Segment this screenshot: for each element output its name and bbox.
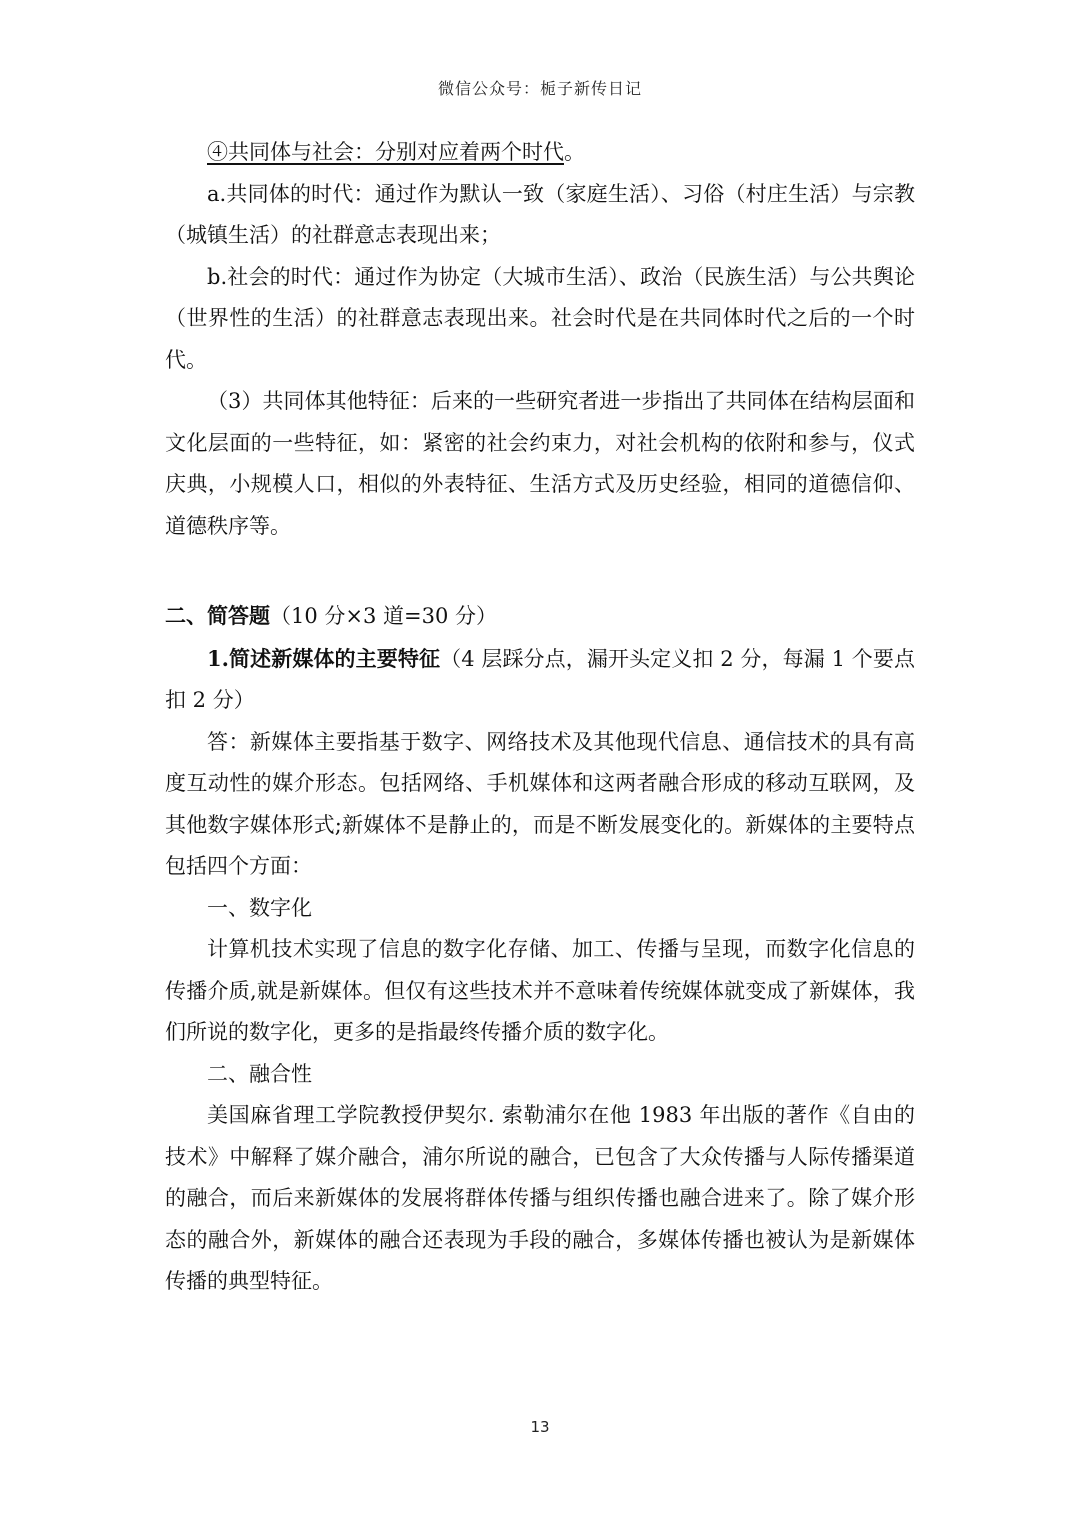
- point-1-title: 一、数字化: [207, 895, 312, 920]
- paragraph-community-society: [165, 132, 915, 174]
- answer-intro: 答：新媒体主要指基于数字、网络技术及其他现代信息、通信技术的具有高度互动性的媒介形态。包括网络、手机媒体和这两者融合形成的移动互联网，及其他数字媒体形式;新媒体不是静止的，而是不断发展变化的。新媒体的主要特点包括四个方面：: [165, 729, 915, 878]
- section-title: 二、简答题: [165, 603, 270, 628]
- paragraph-society-era: b.社会的时代：通过作为协定（大城市生活）、政治（民族生活）与公共舆论（世界性的生活）的社群意志表现出来。社会时代是在共同体时代之后的一个时代。: [165, 264, 915, 372]
- question-note: （4 层踩分点，漏开头定义扣 2 分，每漏 1 个要点扣 2 分）: [165, 646, 915, 712]
- section-heading: [165, 595, 915, 638]
- section-note: （10 分×3 道=30 分）: [270, 604, 498, 628]
- point-2-title: 二、融合性: [207, 1061, 312, 1086]
- document-body: [165, 132, 915, 1303]
- paragraph-other-features: （3）共同体其他特征：后来的一些研究者进一步指出了共同体在结构层面和文化层面的一些特征，如：紧密的社会约束力，对社会机构的依附和参与，仪式庆典，小规模人口，相似的外表特征、生活方式及历史经验，相同的道德信仰、道德秩序等。: [165, 389, 915, 538]
- point-2-text: 美国麻省理工学院教授伊契尔. 索勒浦尔在他 1983 年出版的著作《自由的技术》中解释了媒介融合，浦尔所说的融合，已包含了大众传播与人际传播渠道的融合，而后来新媒体的发展将群体传播与组织传播也融合进来了。除了媒介形态的融合外，新媒体的融合还表现为手段的融合，多媒体传播也被认为是新媒体传播的典型特征。: [165, 1103, 915, 1293]
- point-1-text: 计算机技术实现了信息的数字化存储、加工、传播与呈现，而数字化信息的传播介质,就是新媒体。但仅有这些技术并不意味着传统媒体就变成了新媒体，我们所说的数字化，更多的是指最终传播介质的数字化。: [165, 937, 915, 1044]
- page-header: 微信公众号：栀子新传日记: [437, 79, 642, 98]
- underlined-heading: ④共同体与社会：分别对应着两个时代: [207, 140, 564, 164]
- heading-period: 。: [564, 140, 585, 164]
- question-title: [165, 638, 915, 722]
- page-number: 13: [530, 1418, 550, 1436]
- paragraph-community-era: a.共同体的时代：通过作为默认一致（家庭生活）、习俗（村庄生活）与宗教（城镇生活）的社群意志表现出来；: [165, 181, 915, 247]
- question-title-text: 1.简述新媒体的主要特征: [207, 645, 441, 671]
